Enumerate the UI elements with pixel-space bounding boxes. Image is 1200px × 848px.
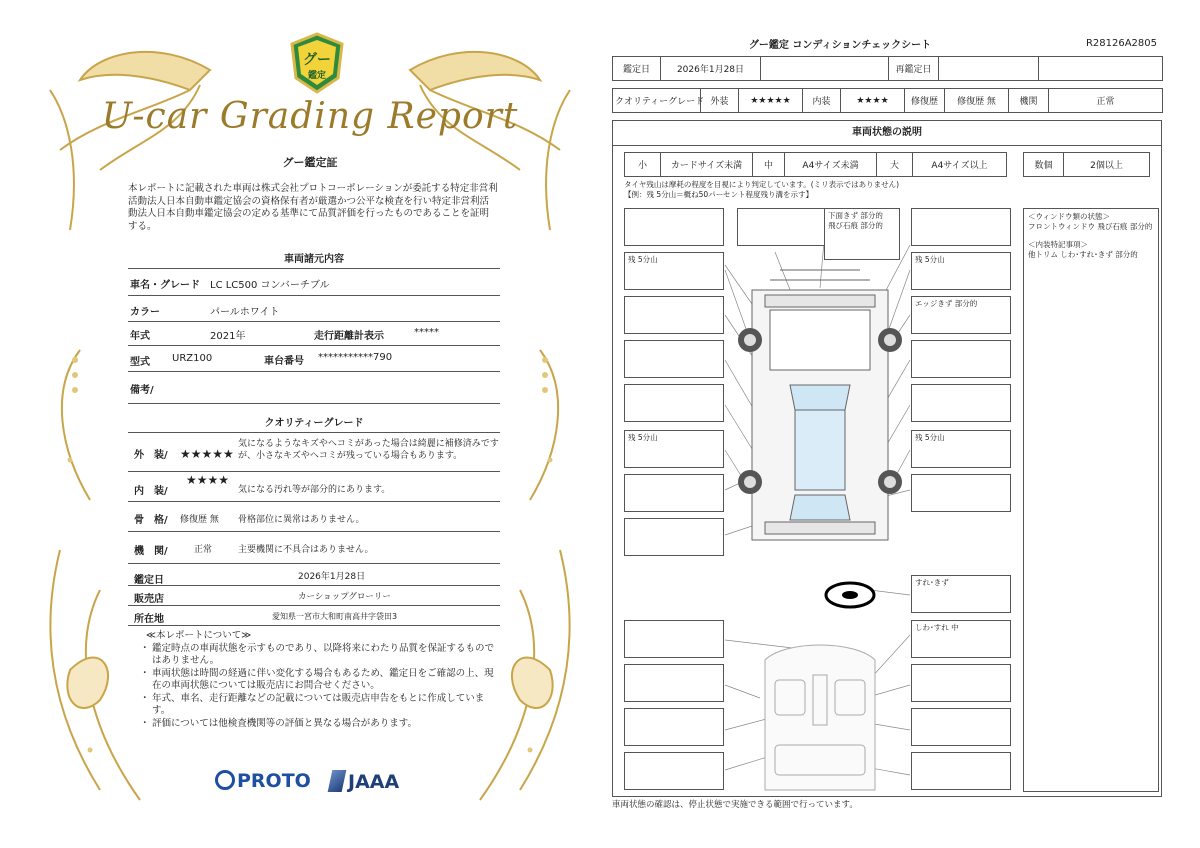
spec-chassis-label: 車台番号: [264, 356, 304, 367]
date-value: 2026年1月28日: [661, 57, 761, 81]
size-small: 小: [625, 153, 661, 177]
divider: [128, 432, 500, 433]
engine-label: 機関: [1009, 89, 1049, 113]
interior-stars: ★★★★: [186, 473, 230, 487]
note-box: [624, 708, 724, 746]
car-top-view-diagram: [720, 210, 920, 610]
ext-label: 外装: [701, 89, 739, 113]
note-box: [624, 752, 724, 790]
window-title: ＜ウィンドウ類の状態＞: [1028, 212, 1111, 221]
steering-wheel-icon: [826, 583, 874, 607]
jaaa-mark-icon: [328, 770, 347, 792]
empty-cell: [1039, 57, 1163, 81]
car-interior-diagram: [755, 640, 885, 800]
engine-desc: 主要機関に不具合はありません。: [238, 545, 374, 555]
note-item: ・ 鑑定時点の車両状態を示すものであり、以降将来にわたり品質を保証するものではありません。: [140, 642, 495, 666]
spec-color-label: カラー: [130, 307, 160, 318]
note-box: [624, 208, 724, 246]
note-box: [624, 384, 724, 422]
tire-note: [624, 180, 899, 200]
spec-name-label: 車名・グレード: [130, 280, 200, 291]
count-legend-table: [1023, 152, 1150, 177]
frame-value: 修復歴 無: [180, 515, 219, 525]
spec-chassis-value: ***********790: [318, 352, 393, 363]
quality-row-exterior: [128, 434, 500, 472]
trim-value: 他トリム しわ･すれ･きず 部分的: [1028, 250, 1138, 259]
frame-desc: 骨格部位に異常はありません。: [238, 515, 365, 525]
spec-year-value: 2021年: [210, 331, 246, 342]
ext-stars: ★★★★★: [739, 89, 803, 113]
grading-certificate: [40, 30, 580, 820]
side-notes-panel: [1023, 208, 1159, 792]
address-label: 所在地: [134, 614, 164, 625]
sheet-title: グー鑑定 コンディションチェックシート: [748, 40, 932, 51]
int-stars: ★★★★: [841, 89, 905, 113]
spec-color-value: パールホワイト: [210, 307, 280, 318]
empty-cell: [761, 57, 889, 81]
date-label: 鑑定日: [613, 57, 661, 81]
grading-date-label: 鑑定日: [134, 575, 164, 586]
note-box: [911, 752, 1011, 790]
notes-title: ≪本レポートについて≫: [146, 630, 252, 641]
note-box-tire-rr: 残 5分山: [911, 430, 1011, 468]
spec-row-color: [128, 296, 500, 322]
note-box: [911, 208, 1011, 246]
repair-label: 修復歴: [905, 89, 945, 113]
quality-row-frame: [128, 502, 500, 532]
spec-model-label: 型式: [130, 357, 150, 368]
footer-note: 車両状態の確認は、停止状態で実施できる範囲で行っています。: [612, 800, 858, 810]
note-box-underbody: 下面きず 部分的 飛び石痕 部分的: [824, 208, 900, 260]
interior-label: 内 装/: [134, 486, 168, 497]
size-mid-desc: A4サイズ未満: [785, 153, 877, 177]
note-box-tire-fr: 残 5分山: [911, 252, 1011, 290]
condition-check-sheet: [610, 30, 1165, 820]
note-box: [911, 664, 1011, 702]
proto-logo: PROTO: [215, 770, 311, 792]
spec-name-value: LC LC500 コンバーチブル: [210, 280, 330, 291]
divider: [128, 268, 500, 269]
spec-mileage-label: 走行距離計表示: [314, 331, 384, 342]
note-box: [624, 474, 724, 512]
count-label: 数個: [1024, 153, 1064, 177]
jaaa-logo: JAAA: [330, 770, 399, 793]
grade-table: [612, 88, 1163, 113]
note-box: [737, 208, 837, 246]
spec-mileage-value: *****: [414, 327, 439, 338]
certificate-intro: 本レポートに記載された車両は株式会社プロトコーポレーションが委託する特定非営利活動法人日本自動車鑑定協会の資格保有者が厳選かつ公平な検査を行い特定非営利活動法人日本自動車鑑定協会の定める基準にて品質評価を行ったものであることを証明する。: [128, 183, 498, 232]
script-title: U-car Grading Report: [101, 96, 519, 137]
note-box-tire-rl: 残 5分山: [624, 430, 724, 468]
size-small-desc: カードサイズ未満: [661, 153, 753, 177]
note-box: [911, 340, 1011, 378]
tire-note-line: タイヤ残山は摩耗の程度を目視により判定しています。(ミリ表示ではありません): [624, 180, 900, 189]
tire-note-line: 【例：残 5分山＝概ね50パーセント程度残り溝を示す】: [624, 190, 814, 199]
window-value: フロントウィンドウ 飛び石痕 部分的: [1028, 222, 1153, 231]
certificate-heading: グー鑑定証: [282, 156, 338, 169]
address-row: [128, 606, 500, 626]
svg-text:鑑定: 鑑定: [307, 71, 327, 81]
dealer-label: 販売店: [134, 594, 164, 605]
count-value: 2個以上: [1064, 153, 1150, 177]
spec-row-name: [128, 270, 500, 296]
sheet-code: R28126A2805: [1085, 38, 1157, 49]
engine-value: 正常: [1049, 89, 1163, 113]
exterior-stars: ★★★★★: [180, 447, 234, 461]
size-large: 大: [877, 153, 913, 177]
grading-date-value: 2026年1月28日: [298, 572, 366, 582]
spec-row-remarks: [128, 372, 500, 404]
engine-value: 正常: [194, 545, 213, 555]
date-table: [612, 56, 1163, 81]
engine-label: 機 関/: [134, 546, 168, 557]
note-box: [624, 620, 724, 658]
note-box: [624, 664, 724, 702]
proto-mark-icon: [215, 770, 235, 790]
exterior-desc: 気になるようなキズやヘコミがあった場合は綺麗に補修済みですが、小さなキズやヘコミが残っている場合もあります。: [238, 439, 499, 461]
note-item: ・ 評価については他検査機関等の評価と異なる場合があります。: [140, 717, 418, 729]
dealer-row: [128, 586, 500, 606]
spec-section-title: 車両諸元内容: [284, 254, 344, 265]
note-box-edge: エッジきず 部分的: [911, 296, 1011, 334]
note-box-steering: すれ･きず: [911, 575, 1011, 613]
svg-text:グー: グー: [303, 52, 331, 68]
frame-label: 骨 格/: [134, 515, 168, 526]
note-box: [624, 518, 724, 556]
state-title: 車両状態の説明: [612, 120, 1162, 146]
repair-value: 修復歴 無: [945, 89, 1009, 113]
note-box: [911, 384, 1011, 422]
note-box: [624, 296, 724, 334]
size-legend-table: [624, 152, 1007, 177]
note-box: [911, 708, 1011, 746]
exterior-label: 外 装/: [134, 450, 168, 461]
address-value: 愛知県一宮市大和町南高井字袋田3: [272, 612, 398, 621]
spec-remarks-label: 備考/: [130, 385, 154, 396]
note-box-interior: しわ･すれ 中: [911, 620, 1011, 658]
grading-date-row: [128, 566, 500, 586]
interior-desc: 気になる汚れ等が部分的にあります。: [238, 485, 391, 495]
report-notes: [140, 630, 500, 730]
note-box: [624, 340, 724, 378]
spec-year-label: 年式: [130, 331, 150, 342]
trim-title: ＜内装特記事項＞: [1028, 240, 1088, 249]
spec-model-value: URZ100: [172, 353, 213, 364]
note-item: ・ 車両状態は時間の経過に伴い変化する場合もあるため、鑑定日をご確認の上、現在の車両状態については販売店にお問合せください。: [140, 667, 494, 691]
spec-row-year: [128, 322, 500, 346]
redate-label: 再鑑定日: [889, 57, 939, 81]
int-label: 内装: [803, 89, 841, 113]
note-box: [911, 474, 1011, 512]
size-mid: 中: [753, 153, 785, 177]
grade-label: クオリティーグレード: [613, 89, 701, 113]
quality-row-engine: [128, 532, 500, 564]
spec-row-model: [128, 346, 500, 372]
goo-kantei-badge-logo: [288, 32, 346, 94]
quality-section-title: クオリティーグレード: [264, 418, 364, 429]
note-box-tire-fl: 残 5分山: [624, 252, 724, 290]
dealer-value: カーショップグローリー: [298, 592, 391, 602]
redate-value: [939, 57, 1039, 81]
note-item: ・ 年式、車名、走行距離などの記載については販売店申告をもとに作成しています。: [140, 692, 485, 716]
quality-row-interior: [128, 472, 500, 502]
size-large-desc: A4サイズ以上: [913, 153, 1007, 177]
